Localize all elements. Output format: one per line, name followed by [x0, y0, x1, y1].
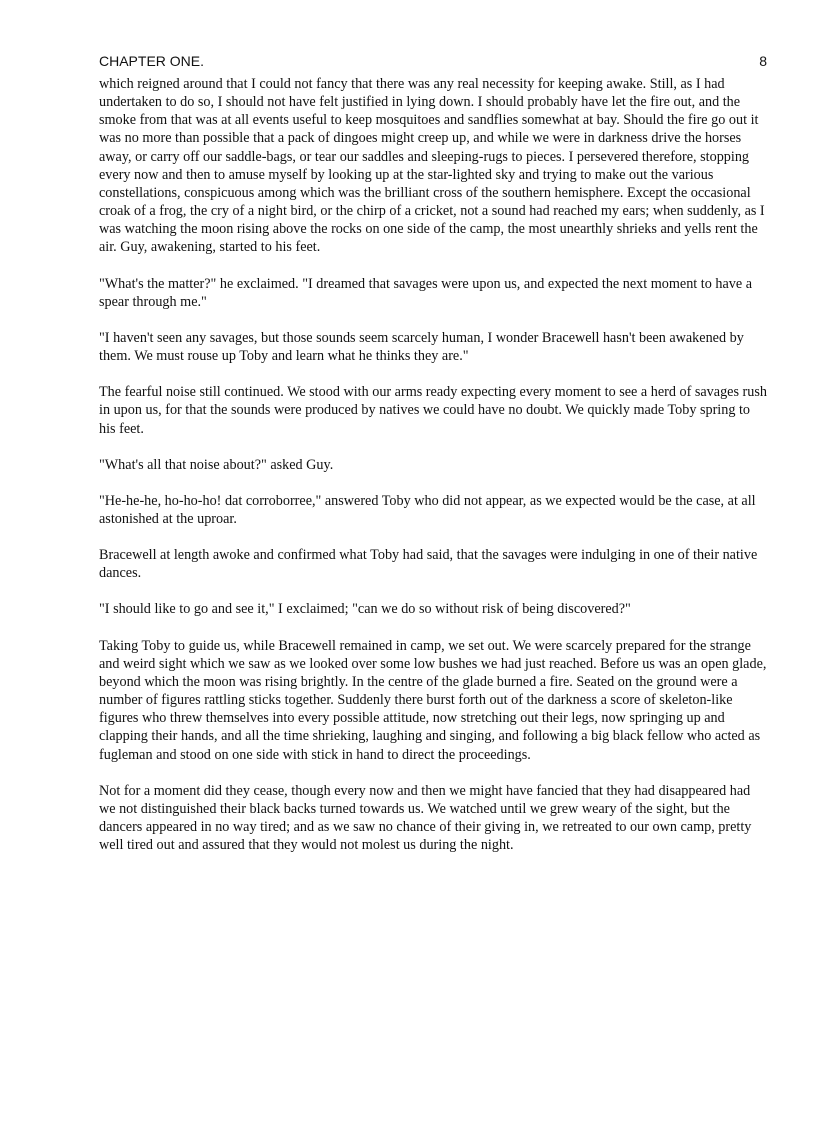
paragraph: "I haven't seen any savages, but those sounds seem scarcely human, I wonder Bracewell hasn't been awakened by them. We must rouse up Toby and learn what he thinks they are." — [99, 329, 744, 365]
paragraph: "What's all that noise about?" asked Guy. — [99, 456, 334, 473]
paragraph: "What's the matter?" he exclaimed. "I dreamed that savages were upon us, and expected the next moment to have a spear through me." — [99, 275, 752, 310]
paragraph: Bracewell at length awoke and confirmed what Toby had said, that the savages were indulging in one of their native dances. — [99, 547, 758, 582]
running-header — [99, 52, 767, 70]
book-page — [99, 52, 767, 872]
body-text — [99, 75, 767, 854]
paragraph: Taking Toby to guide us, while Bracewell remained in camp, we set out. We were scarcely prepared for the strange and weird sight which we saw as we looked over some low bushes we had just reached. Before us was an open glade, beyond which the moon was rising brightly. In the centre of the glade burned a fire. Seated on the ground were a number of figures rattling sticks together. Suddenly there burst forth out of the darkness a score of skeleton-like figures who threw themselves into every possible attitude, now stretching out their legs, now springing up and clapping their hands, and all the time shrieking, laughing and singing, and following a big black fellow who acted as fugleman and stood on one side with stick in hand to direct the proceedings. — [99, 637, 767, 763]
paragraph: "He-he-he, ho-ho-ho! dat corroborree," answered Toby who did not appear, as we expected would be the case, at all astonished at the uproar. — [99, 492, 756, 527]
chapter-title: CHAPTER ONE. — [99, 53, 205, 69]
page-number: 8 — [759, 53, 767, 69]
paragraph: The fearful noise still continued. We stood with our arms ready expecting every moment to see a herd of savages rush in upon us, for that the sounds were produced by natives we could have no doubt. We quickly made Toby spring to his feet. — [99, 384, 767, 437]
paragraph: which reigned around that I could not fancy that there was any real necessity for keeping awake. Still, as I had undertaken to do so, I should not have felt justified in lying down. I should probably have let the fire out, and the smoke from that was at all events useful to keep mosquitoes and sandflies somewhat at bay. Should the fire go out it was no more than possible that a pack of dingoes might creep up, and while we were in darkness drive the horses away, or carry off our saddle-bags, or tear our saddles and sleeping-rugs to pieces. I persevered therefore, stopping every now and then to amuse myself by looking up at the star-lighted sky and trying to make out the various constellations, conspicuous among which was the brilliant cross of the southern hemisphere. Except the occasional croak of a frog, the cry of a night bird, or the chirp of a cricket, not a sound had reached my ears; when suddenly, as I was watching the moon rising above the rocks on one side of the camp, the most unearthly shrieks and yells rent the air. Guy, awakening, started to his feet. — [99, 76, 765, 256]
paragraph: Not for a moment did they cease, though every now and then we might have fancied that they had disappeared had we not distinguished their black backs turned towards us. We watched until we grew weary of the sight, but the dancers appeared in no way tired; and as we saw no chance of their giving in, we retreated to our own camp, pretty well tired out and assured that they would not molest us during the night. — [99, 782, 752, 854]
paragraph: "I should like to go and see it," I exclaimed; "can we do so without risk of being discovered?" — [99, 601, 631, 618]
